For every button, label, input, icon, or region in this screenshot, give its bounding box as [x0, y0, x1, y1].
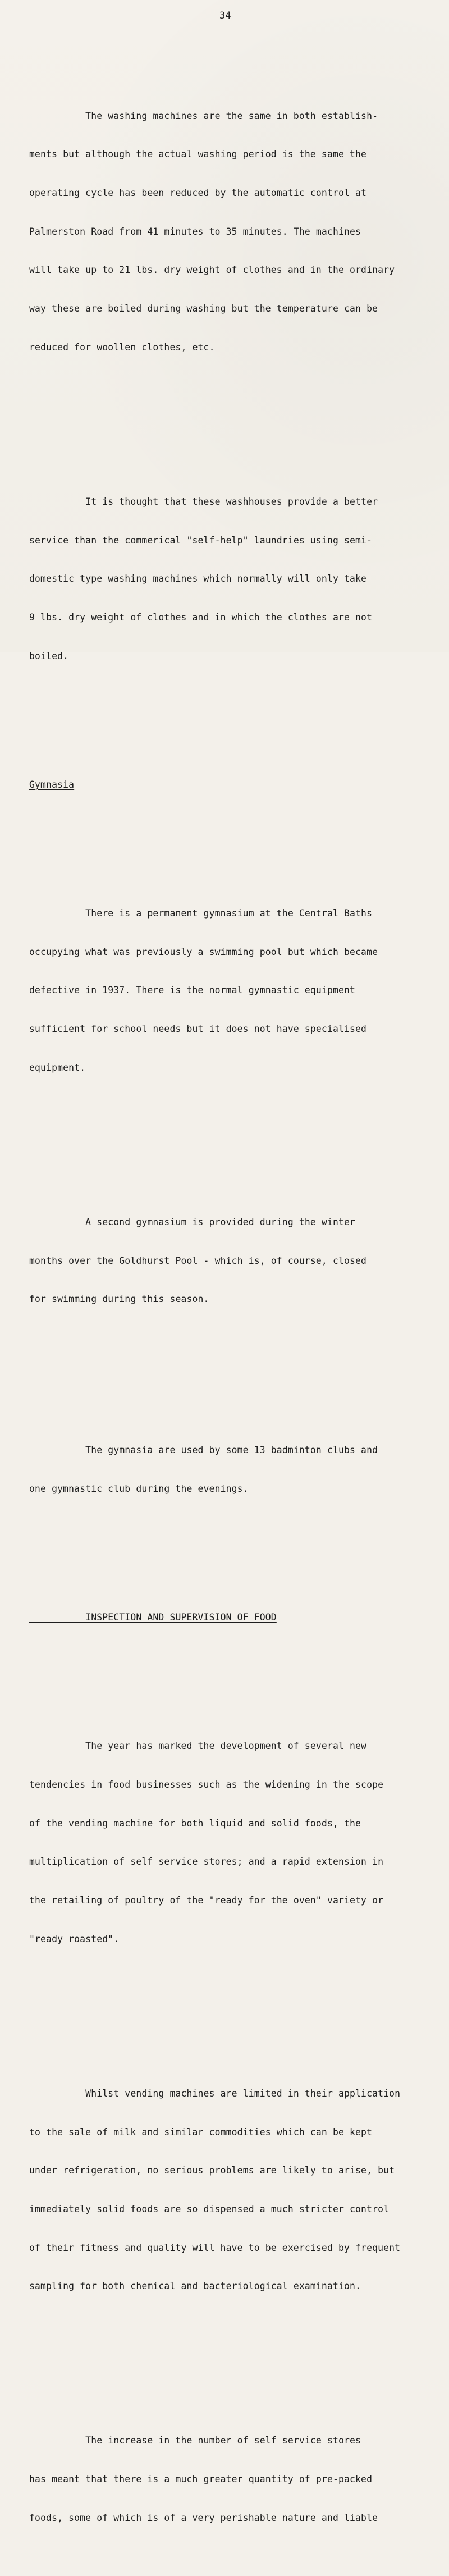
text-line: sampling for both chemical and bacteriological examination. — [29, 2281, 361, 2292]
text-line: 9 lbs. dry weight of clothes and in which the clothes are not — [29, 611, 373, 623]
page-number: 34 — [219, 10, 231, 21]
text-line: The gymnasia are used by some 13 badminton clubs and — [29, 1445, 378, 1456]
text-line: occupying what was previously a swimming pool but which became — [29, 946, 378, 957]
paragraph-second-gymnasium — [29, 1190, 433, 1332]
text-line: The washing machines are the same in both establish- — [29, 110, 378, 121]
paragraph-washhouses-service — [29, 470, 433, 688]
paragraph-gymnasia-use — [29, 1418, 433, 1521]
text-line: Palmerston Road from 41 minutes to 35 minutes. The machines — [29, 226, 361, 237]
text-line: for swimming during this season. — [29, 1294, 209, 1305]
text-line: sufficient for school needs but it does not have specialised — [29, 1024, 367, 1035]
text-line: the retailing of poultry of the "ready for the oven" variety or — [29, 1895, 384, 1906]
text-line: way these are boiled during washing but the temperature can be — [29, 303, 378, 314]
paragraph-self-service-stores — [29, 2409, 433, 2551]
text-line: Whilst vending machines are limited in their application — [29, 2088, 401, 2099]
text-line: The year has marked the development of several new — [29, 1741, 367, 1752]
section-heading-gymnasia: Gymnasia — [29, 779, 75, 790]
text-line: reduced for woollen clothes, etc. — [29, 341, 215, 353]
document-body — [29, 45, 433, 2576]
text-line: of their fitness and quality will have to be exercised by frequent — [29, 2242, 401, 2253]
text-line: to the sale of milk and similar commodities which can be kept — [29, 2126, 373, 2137]
paragraph-spacer — [29, 2345, 433, 2358]
text-line: of the vending machine for both liquid and solid foods, the — [29, 1817, 361, 1829]
text-line: operating cycle has been reduced by the automatic control at — [29, 187, 367, 198]
text-line: There is a permanent gymnasium at the Central Baths — [29, 908, 373, 919]
text-line: boiled. — [29, 650, 69, 661]
text-line: ments but although the actual washing period is the same the — [29, 149, 367, 160]
text-line: multiplication of self service stores; and a rapid extension in — [29, 1856, 384, 1867]
text-line: defective in 1937. There is the normal gymnastic equipment — [29, 985, 356, 996]
paragraph-washing-machines — [29, 84, 433, 380]
text-line: immediately solid foods are so dispensed a much stricter control — [29, 2204, 390, 2214]
paragraph-spacer — [29, 1997, 433, 2010]
text-line: It is thought that these washhouses provide a better — [29, 496, 378, 507]
paragraph-spacer — [29, 1126, 433, 1139]
paragraph-spacer — [29, 1547, 433, 1560]
text-line: under refrigeration, no serious problems are likely to arise, but — [29, 2165, 395, 2176]
paragraph-spacer — [29, 714, 433, 727]
paragraph-spacer — [29, 1650, 433, 1663]
paragraph-food-tendencies — [29, 1714, 433, 1971]
text-line: "ready roasted". — [29, 1933, 120, 1944]
text-line: service than the commerical "self-help" laundries using semi- — [29, 535, 373, 546]
text-line: equipment. — [29, 1062, 86, 1073]
text-line: foods, some of which is of a very perishable nature and liable — [29, 2512, 378, 2523]
text-line: one gymnastic club during the evenings. — [29, 1483, 249, 1494]
section-heading-food-inspection: INSPECTION AND SUPERVISION OF FOOD — [29, 1612, 277, 1623]
text-line: will take up to 21 lbs. dry weight of clothes and in the ordinary — [29, 264, 395, 276]
paragraph-permanent-gymnasium — [29, 881, 433, 1100]
text-line: months over the Goldhurst Pool - which is, of course, closed — [29, 1255, 367, 1266]
paragraph-spacer — [29, 817, 433, 830]
text-line: The increase in the number of self service stores — [29, 2435, 361, 2446]
paragraph-spacer — [29, 405, 433, 418]
text-line: A second gymnasium is provided during the winter — [29, 1216, 356, 1227]
text-line: has meant that there is a much greater quantity of pre-packed — [29, 2474, 373, 2485]
text-line: domestic type washing machines which normally will only take — [29, 573, 367, 584]
text-line: tendencies in food businesses such as the widening in the scope — [29, 1779, 384, 1790]
paragraph-spacer — [29, 1358, 433, 1367]
paragraph-vending-machines — [29, 2062, 433, 2319]
